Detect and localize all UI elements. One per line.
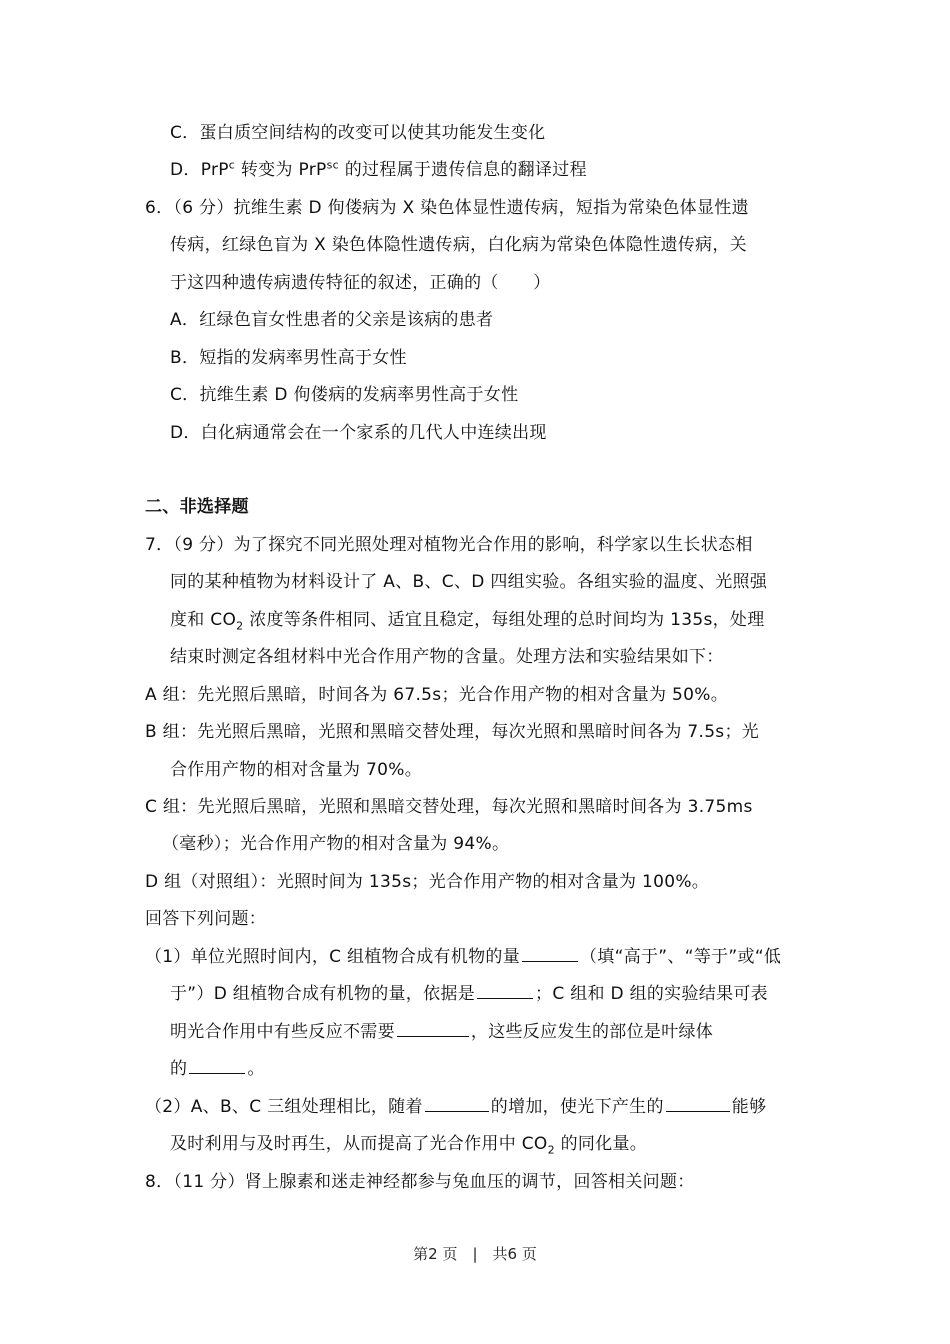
q6-stem-line2: 传病，红绿色盲为 X 染色体隐性遗传病，白化病为常染色体隐性遗传病，关 [170,235,747,255]
q5-option-d [170,158,587,182]
q7-part1-line4 [170,1057,265,1081]
q6-stem-line3: 于这四种遗传病遗传特征的叙述，正确的（ ） [170,273,551,293]
q6-stem-line1: 6．（6 分）抗维生素 D 佝偻病为 X 染色体显性遗传病，短指为常染色体显性遗 [145,198,749,218]
q7-group-d: D 组（对照组）：光照时间为 135s；光合作用产物的相对含量为 100%。 [145,872,710,892]
q7-part2-co2-subscript: 2 [547,1143,555,1157]
q7-part1-text4: ；C 组和 D 组的实验结果可表 [535,984,768,1004]
q7-part1-line2 [170,982,768,1006]
q6-option-a: A．红绿色盲女性患者的父亲是该病的患者 [170,310,494,330]
page-footer: 第2 页 | 共6 页 [413,1245,537,1263]
q7-part1-text5: 明光合作用中有些反应不需要 [170,1022,395,1042]
q7-part2-text4: 及时利用与及时再生，从而提高了光合作用中 CO [170,1134,548,1154]
q7-stem-line3-part2: 浓度等条件相同、适宜且稳定，每组处理的总时间均为 135s，处理 [249,610,765,630]
q7-part2-text2: 的增加，使光下产生的 [490,1097,664,1117]
q6-option-d: D．白化病通常会在一个家系的几代人中连续出现 [170,423,547,443]
q7-part1-text6: ，这些反应发生的部位是叶绿体 [470,1022,714,1042]
q7-group-b-line2: 合作用产物的相对含量为 70%。 [170,760,422,780]
answer-blank[interactable] [666,1095,730,1112]
q7-co2-subscript: 2 [236,619,244,633]
q5-option-d-part3: 的过程属于遗传信息的翻译过程 [344,160,587,180]
q5-option-d-sup1: c [228,158,236,172]
q6-option-b: B．短指的发病率男性高于女性 [170,348,407,368]
q5-option-c: C．蛋白质空间结构的改变可以使其功能发生变化 [170,123,546,143]
q7-part1-text8: 。 [247,1059,265,1079]
q7-stem-line3 [170,608,765,632]
q5-option-d-part1: D．PrP [170,160,229,180]
q7-prompt: 回答下列问题： [145,909,267,929]
q7-part2-line2 [170,1132,647,1156]
q6-option-c: C．抗维生素 D 佝偻病的发病率男性高于女性 [170,385,519,405]
q7-part1-line3 [170,1020,713,1044]
q7-part2-text5: 的同化量。 [560,1134,648,1154]
q7-group-c-line2: （毫秒）；光合作用产物的相对含量为 94%。 [162,834,510,854]
q7-part1-text7: 的 [170,1059,188,1079]
q7-stem-line2: 同的某种植物为材料设计了 A、B、C、D 四组实验。各组实验的温度、光照强 [170,572,768,592]
answer-blank[interactable] [425,1095,489,1112]
q5-option-d-part2: 转变为 PrP [240,160,327,180]
q7-part1-text1: （1）单位光照时间内，C 组植物合成有机物的量 [145,947,520,967]
q7-part1-text3: 于”）D 组植物合成有机物的量，依据是 [170,984,476,1004]
q7-part2-text1: （2）A、B、C 三组处理相比，随着 [145,1097,423,1117]
q5-option-d-sup2: sc [326,158,339,172]
q7-part2-line1 [145,1095,766,1119]
answer-blank[interactable] [477,982,533,999]
q7-part1-line1 [145,945,781,969]
answer-blank[interactable] [189,1057,245,1074]
q7-group-a: A 组：先光照后黑暗，时间各为 67.5s；光合作用产物的相对含量为 50%。 [145,685,729,705]
q8-stem-line1: 8．（11 分）肾上腺素和迷走神经都参与兔血压的调节，回答相关问题： [145,1172,695,1192]
q7-stem-line3-part1: 度和 CO [170,610,237,630]
q7-group-b-line1: B 组：先光照后黑暗，光照和黑暗交替处理，每次光照和黑暗时间各为 7.5s；光 [145,722,760,742]
answer-blank[interactable] [522,945,578,962]
q7-stem-line1: 7．（9 分）为了探究不同光照处理对植物光合作用的影响，科学家以生长状态相 [145,535,753,555]
section-heading: 二、非选择题 [145,497,249,517]
answer-blank[interactable] [397,1020,469,1037]
q7-part2-text3: 能够 [731,1097,767,1117]
q7-part1-text2: （填“高于”、“等于”或“低 [580,947,782,967]
q7-group-c-line1: C 组：先光照后黑暗，光照和黑暗交替处理，每次光照和黑暗时间各为 3.75ms [145,797,753,817]
q7-stem-line4: 结束时测定各组材料中光合作用产物的含量。处理方法和实验结果如下： [170,647,724,667]
